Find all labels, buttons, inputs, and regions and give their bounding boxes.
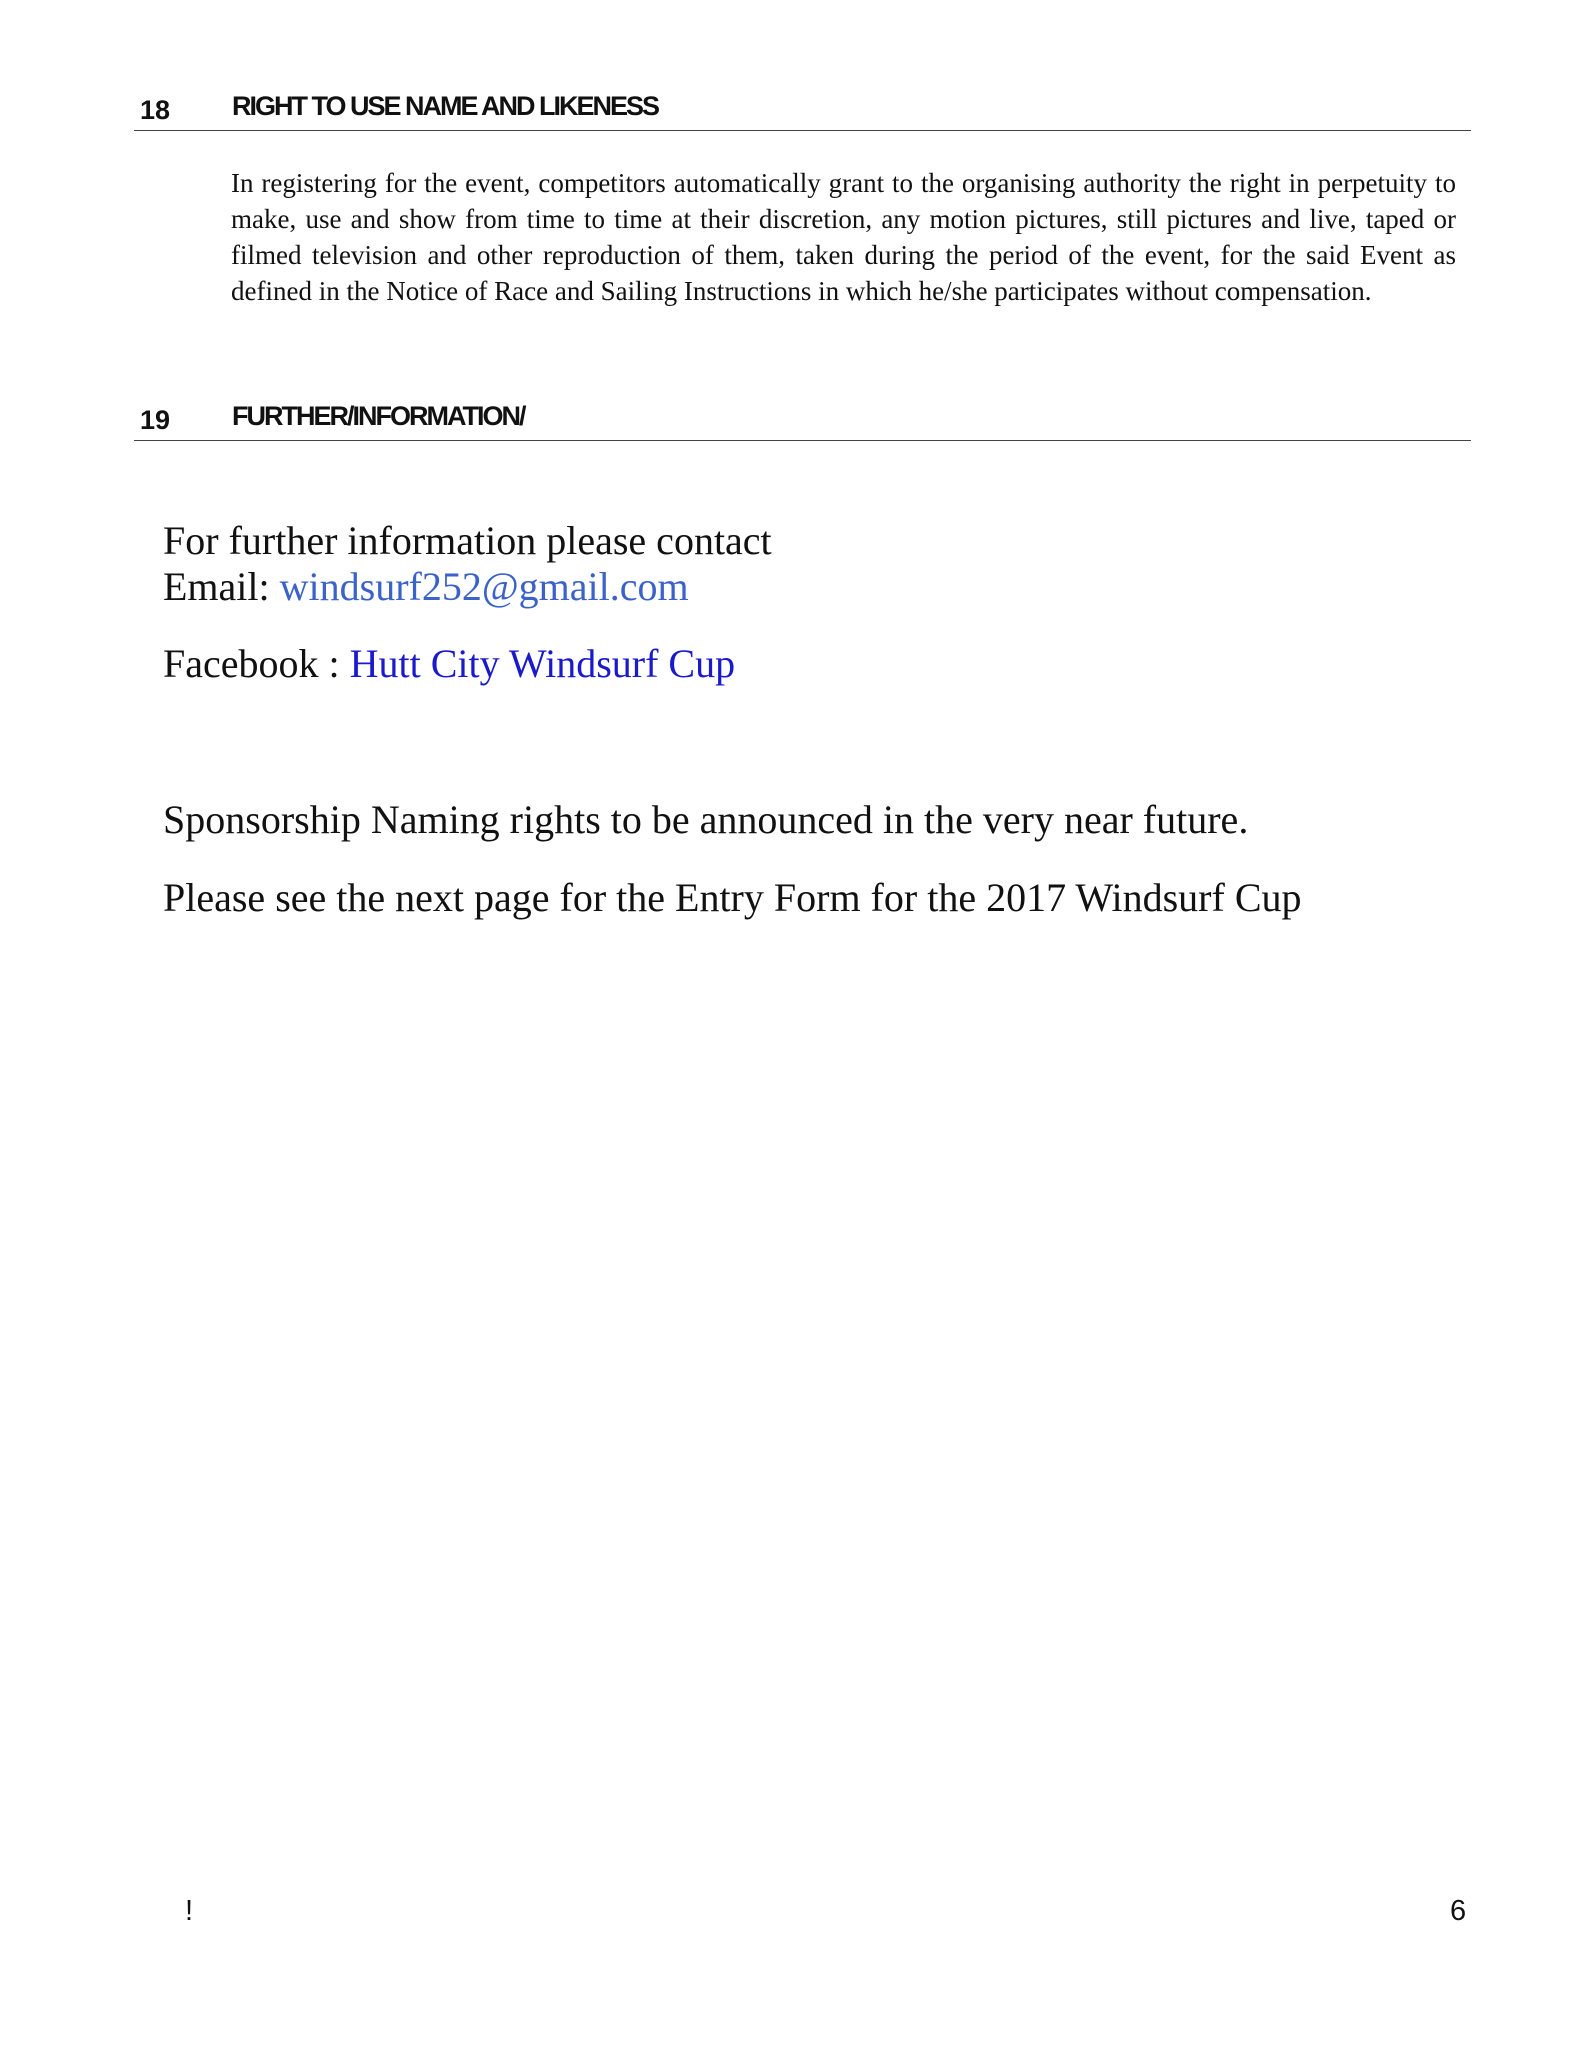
section-18-body: In registering for the event, competitors automatically grant to the organising authority the right in perpetuity to make, use and show from time to time at their discretion, any motion pictures, still pictures and live, taped or filmed television and other reproduction of them, taken during the period of the event, for the said Event as defined in the Notice of Race and Sailing Instructions in which he/she participates without compensation. [231, 168, 1456, 306]
email-label: Email: [163, 564, 280, 609]
section-number: 19 [140, 405, 171, 435]
entry-form-note: Please see the next page for the Entry Form for the 2017 Windsurf Cup [163, 875, 1302, 920]
facebook-label: Facebook : [163, 641, 350, 686]
contact-intro: For further information please contact [163, 518, 772, 563]
email-line [163, 564, 689, 610]
section-number: 18 [140, 95, 171, 125]
email-link[interactable]: windsurf252@gmail.com [279, 564, 689, 609]
section-19-header [134, 400, 1471, 441]
facebook-line [163, 641, 735, 687]
section-18-header [134, 90, 1471, 131]
footer-mark: ! [185, 1895, 194, 1927]
sponsorship-note: Sponsorship Naming rights to be announced in the very near future. [163, 797, 1249, 842]
facebook-link[interactable]: Hutt City Windsurf Cup [349, 641, 736, 686]
section-title: FURTHER/INFORMATION/ [232, 401, 525, 431]
section-title: RIGHT TO USE NAME AND LIKENESS [232, 91, 659, 121]
page-number: 6 [1450, 1895, 1467, 1927]
